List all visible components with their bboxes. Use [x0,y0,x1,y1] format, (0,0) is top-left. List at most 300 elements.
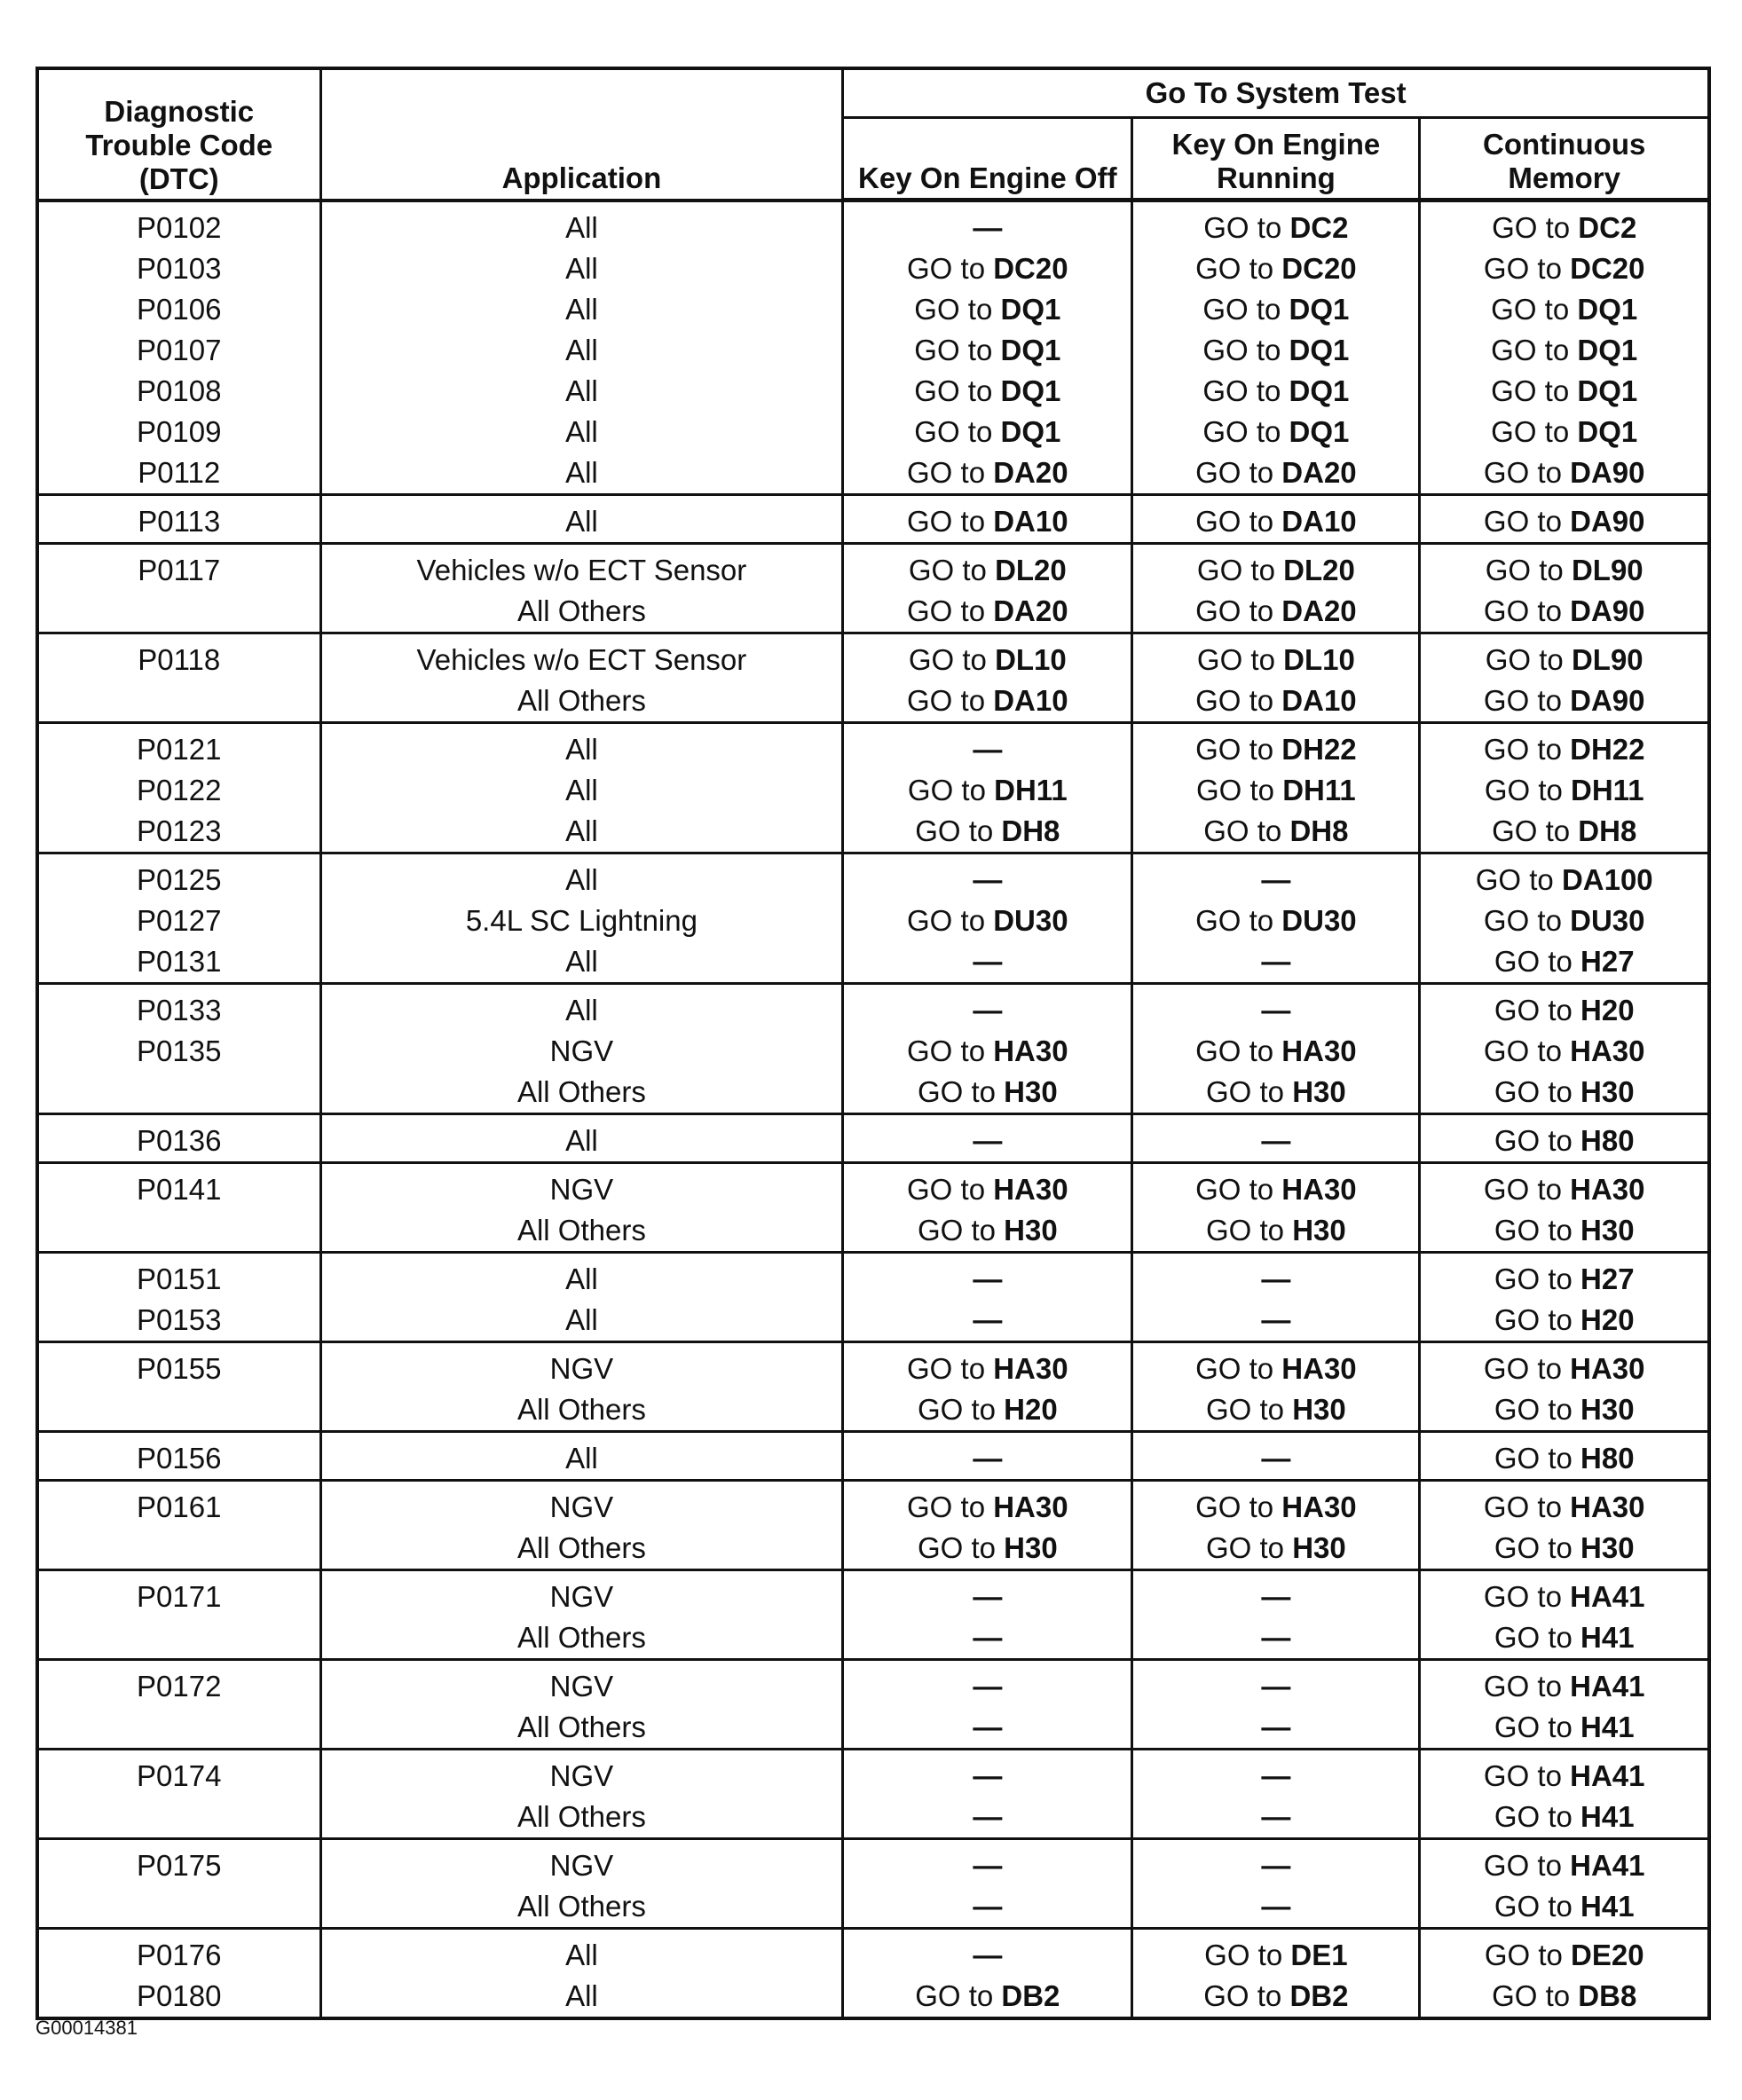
test-code: DQ1 [1289,293,1350,326]
go-to-prefix: GO to [914,374,993,407]
continuous-memory-cell [1420,495,1709,544]
continuous-memory-cell [1420,1072,1709,1114]
dash-cell: — [1261,1759,1291,1792]
go-to-prefix: GO to [1195,1352,1274,1385]
koer-cell [1132,1432,1420,1481]
table-row [37,901,1709,941]
test-code: DE1 [1290,1939,1348,1971]
continuous-memory-cell [1420,591,1709,633]
koeo-cell [843,1072,1132,1114]
koer-cell [1132,770,1420,811]
dash-cell: — [973,1800,1003,1833]
test-code: DL20 [995,554,1067,586]
test-code: DC20 [1281,252,1357,285]
application-cell: All [320,1929,843,1977]
koeo-cell [843,248,1132,289]
dtc-cell [37,1707,320,1750]
go-to-prefix: GO to [1494,1711,1573,1743]
dtc-cell: P0176 [37,1929,320,1977]
koer-cell [1132,1389,1420,1432]
test-code: HA30 [993,1173,1068,1206]
koer-cell [1132,544,1420,592]
koeo-cell [843,680,1132,723]
application-cell: NGV [320,1839,843,1887]
go-to-prefix: GO to [914,293,993,326]
dtc-cell [37,1210,320,1253]
koeo-cell [843,201,1132,249]
test-code: DA90 [1570,594,1645,627]
koeo-cell [843,633,1132,681]
go-to-prefix: GO to [1195,733,1274,766]
dtc-table [35,67,1711,2020]
go-to-prefix: GO to [1483,1490,1562,1523]
dtc-cell: P0107 [37,330,320,371]
dash-cell: — [973,1711,1003,1743]
go-to-prefix: GO to [907,252,986,285]
koeo-cell [843,591,1132,633]
go-to-prefix: GO to [1195,1490,1274,1523]
dash-cell: — [1261,1621,1291,1654]
test-code: H30 [1580,1214,1635,1247]
continuous-memory-cell [1420,1253,1709,1301]
continuous-memory-cell [1420,853,1709,901]
go-to-prefix: GO to [1494,1075,1573,1108]
application-cell: All Others [320,1617,843,1660]
table-row [37,853,1709,901]
dtc-cell: P0171 [37,1570,320,1618]
go-to-prefix: GO to [1195,684,1274,717]
test-code: DU30 [993,904,1068,937]
test-code: HA41 [1570,1849,1645,1882]
go-to-prefix: GO to [1484,774,1563,806]
test-code: H20 [1580,1303,1635,1336]
dtc-cell: P0117 [37,544,320,592]
go-to-prefix: GO to [917,1393,996,1426]
test-code: DB8 [1578,1979,1637,2012]
table-row [37,1342,1709,1390]
test-code: DL90 [1571,554,1643,586]
dtc-cell: P0155 [37,1342,320,1390]
go-to-prefix: GO to [907,1034,986,1067]
dtc-cell [37,1617,320,1660]
continuous-memory-cell [1420,1707,1709,1750]
go-to-prefix: GO to [907,774,986,806]
go-to-prefix: GO to [1206,1214,1285,1247]
koer-cell [1132,330,1420,371]
test-code: DA20 [1281,594,1357,627]
test-code: DA90 [1570,505,1645,538]
test-code: DA10 [993,684,1068,717]
application-cell: All Others [320,680,843,723]
koer-cell [1132,371,1420,412]
test-code: DQ1 [1577,374,1638,407]
application-cell: All Others [320,1797,843,1839]
continuous-memory-cell [1420,1976,1709,2018]
dtc-cell: P0112 [37,452,320,495]
test-code: H80 [1580,1124,1635,1157]
koeo-cell [843,495,1132,544]
test-code: DQ1 [1577,415,1638,448]
continuous-memory-cell [1420,1528,1709,1570]
test-code: DQ1 [1000,293,1061,326]
application-cell: All [320,1300,843,1342]
koeo-cell [843,1707,1132,1750]
test-code: DQ1 [1577,334,1638,366]
go-to-prefix: GO to [1492,814,1571,847]
go-to-prefix: GO to [1195,456,1274,489]
table-row [37,1163,1709,1211]
go-to-prefix: GO to [1195,252,1274,285]
test-code: DA20 [993,456,1068,489]
application-cell: All [320,412,843,452]
test-code: DA100 [1561,863,1653,896]
dash-cell: — [1261,1711,1291,1743]
koeo-cell [843,1929,1132,1977]
dtc-cell: P0136 [37,1114,320,1163]
test-code: H30 [1292,1075,1346,1108]
test-code: H80 [1580,1442,1635,1475]
dash-cell: — [973,863,1003,896]
dash-cell: — [973,1890,1003,1923]
koeo-cell [843,1570,1132,1618]
koeo-cell [843,984,1132,1032]
continuous-memory-cell [1420,1660,1709,1708]
go-to-prefix: GO to [1483,456,1562,489]
go-to-prefix: GO to [1494,1800,1573,1833]
continuous-memory-cell [1420,544,1709,592]
go-to-prefix: GO to [1204,1939,1283,1971]
go-to-prefix: GO to [1494,1393,1573,1426]
test-code: DQ1 [1577,293,1638,326]
koer-cell [1132,1528,1420,1570]
dtc-cell: P0125 [37,853,320,901]
dash-cell: — [973,1580,1003,1613]
table-body [37,201,1709,2019]
continuous-memory-cell [1420,1886,1709,1929]
koeo-cell [843,770,1132,811]
koeo-cell [843,1163,1132,1211]
koer-cell [1132,633,1420,681]
dash-cell: — [973,994,1003,1026]
go-to-prefix: GO to [1483,904,1562,937]
continuous-memory-cell [1420,1389,1709,1432]
koer-cell [1132,723,1420,771]
koer-cell [1132,1839,1420,1887]
test-code: DQ1 [1000,334,1061,366]
dash-cell: — [1261,1124,1291,1157]
table-row [37,248,1709,289]
dtc-cell: P0135 [37,1031,320,1072]
application-cell: All Others [320,1072,843,1114]
dtc-cell: P0123 [37,811,320,853]
koer-cell [1132,1114,1420,1163]
dtc-cell: P0141 [37,1163,320,1211]
test-code: DH11 [1282,774,1356,806]
test-code: DQ1 [1289,334,1350,366]
dtc-cell [37,1072,320,1114]
table-row [37,770,1709,811]
application-cell: All [320,248,843,289]
koer-cell [1132,984,1420,1032]
table-row [37,452,1709,495]
go-to-prefix: GO to [907,1173,986,1206]
koer-cell [1132,811,1420,853]
dtc-cell: P0127 [37,901,320,941]
koer-cell [1132,1481,1420,1529]
go-to-prefix: GO to [1483,594,1562,627]
koeo-cell [843,1300,1132,1342]
dtc-cell [37,1389,320,1432]
application-cell: All Others [320,1528,843,1570]
go-to-prefix: GO to [1475,863,1554,896]
go-to-prefix: GO to [1203,1979,1282,2012]
go-to-prefix: GO to [1483,1034,1562,1067]
go-to-prefix: GO to [1483,1670,1562,1703]
go-to-prefix: GO to [1491,293,1570,326]
table-row [37,941,1709,984]
go-to-prefix: GO to [908,554,987,586]
go-to-prefix: GO to [1483,1759,1562,1792]
koer-cell [1132,1210,1420,1253]
koeo-cell [843,1342,1132,1390]
application-cell: NGV [320,1750,843,1797]
test-code: DA10 [993,505,1068,538]
koeo-cell [843,1660,1132,1708]
test-code: DH8 [1001,814,1060,847]
test-code: DB2 [1289,1979,1349,2012]
koer-cell [1132,1797,1420,1839]
test-code: HA30 [993,1352,1068,1385]
dash-cell: — [1261,1262,1291,1295]
koer-cell [1132,1750,1420,1797]
continuous-memory-cell [1420,723,1709,771]
go-to-prefix: GO to [1491,415,1570,448]
koeo-cell [843,941,1132,984]
test-code: DH22 [1281,733,1357,766]
table-header [37,68,1709,201]
table-row [37,1114,1709,1163]
go-to-prefix: GO to [1494,1890,1573,1923]
dtc-cell: P0175 [37,1839,320,1887]
test-code: DA10 [1281,684,1357,717]
go-to-prefix: GO to [907,594,986,627]
test-code: DL10 [995,643,1067,676]
application-cell: All [320,330,843,371]
application-cell: All [320,723,843,771]
table-row [37,1432,1709,1481]
dash-cell: — [973,1442,1003,1475]
go-to-prefix: GO to [1203,211,1282,244]
test-code: DE20 [1571,1939,1644,1971]
koer-cell [1132,901,1420,941]
koeo-cell [843,1114,1132,1163]
dtc-cell: P0133 [37,984,320,1032]
go-to-prefix: GO to [1483,1173,1562,1206]
test-code: H30 [1004,1214,1058,1247]
test-code: DA90 [1570,684,1645,717]
go-to-prefix: GO to [1483,252,1562,285]
dtc-cell: P0118 [37,633,320,681]
go-to-prefix: GO to [1494,945,1573,978]
go-to-prefix: GO to [1195,505,1274,538]
table-row [37,1886,1709,1929]
test-code: HA41 [1570,1670,1645,1703]
application-cell: All [320,984,843,1032]
go-to-prefix: GO to [1484,1939,1563,1971]
dash-cell: — [973,1759,1003,1792]
dash-cell: — [1261,1670,1291,1703]
application-cell: All Others [320,1886,843,1929]
test-code: H30 [1580,1531,1635,1564]
application-cell: NGV [320,1570,843,1618]
koeo-cell [843,544,1132,592]
continuous-memory-cell [1420,941,1709,984]
dash-cell: — [973,945,1003,978]
koer-cell [1132,853,1420,901]
application-cell: All [320,495,843,544]
test-code: DQ1 [1289,374,1350,407]
test-code: H41 [1580,1621,1635,1654]
koeo-cell [843,1976,1132,2018]
koeo-cell [843,1253,1132,1301]
test-code: DQ1 [1000,415,1061,448]
table-row [37,1389,1709,1432]
koeo-cell [843,330,1132,371]
dtc-cell: P0172 [37,1660,320,1708]
dtc-cell [37,680,320,723]
continuous-memory-cell [1420,452,1709,495]
table-row [37,1253,1709,1301]
go-to-prefix: GO to [1494,1214,1573,1247]
koer-cell [1132,1617,1420,1660]
test-code: DC20 [1570,252,1645,285]
go-to-prefix: GO to [907,456,986,489]
continuous-memory-cell [1420,1481,1709,1529]
go-to-prefix: GO to [1195,594,1274,627]
test-code: DL10 [1283,643,1355,676]
dash-cell: — [1261,1890,1291,1923]
test-code: HA30 [1570,1034,1645,1067]
table-row [37,591,1709,633]
application-cell: All [320,1432,843,1481]
test-code: DC2 [1289,211,1349,244]
go-to-prefix: GO to [1491,334,1570,366]
koeo-cell [843,853,1132,901]
dash-cell: — [973,1670,1003,1703]
application-cell: Vehicles w/o ECT Sensor [320,633,843,681]
header-koeo: Key On Engine Off [843,118,1132,201]
table-row [37,680,1709,723]
application-cell: All [320,1114,843,1163]
dtc-cell [37,591,320,633]
application-cell: All [320,853,843,901]
table-row [37,1528,1709,1570]
table-row [37,201,1709,249]
test-code: DB2 [1001,1979,1060,2012]
test-code: DH11 [1571,774,1644,806]
application-cell: All [320,289,843,330]
go-to-prefix: GO to [1492,211,1571,244]
dtc-cell: P0109 [37,412,320,452]
dtc-cell: P0122 [37,770,320,811]
test-code: DC2 [1578,211,1637,244]
test-code: H30 [1292,1531,1346,1564]
koer-cell [1132,1660,1420,1708]
koeo-cell [843,1797,1132,1839]
go-to-prefix: GO to [1483,1580,1562,1613]
test-code: HA30 [1570,1352,1645,1385]
continuous-memory-cell [1420,1163,1709,1211]
continuous-memory-cell [1420,680,1709,723]
go-to-prefix: GO to [917,1531,996,1564]
dtc-cell: P0102 [37,201,320,249]
table-row [37,371,1709,412]
header-dtc: Diagnostic Trouble Code (DTC) [37,68,320,201]
application-cell: All Others [320,1210,843,1253]
test-code: HA30 [1570,1173,1645,1206]
test-code: DH11 [994,774,1068,806]
go-to-prefix: GO to [1491,374,1570,407]
dtc-cell [37,1886,320,1929]
koeo-cell [843,1617,1132,1660]
dash-cell: — [1261,1303,1291,1336]
dtc-cell: P0106 [37,289,320,330]
application-cell: All [320,1253,843,1301]
go-to-prefix: GO to [917,1075,996,1108]
dash-cell: — [1261,1580,1291,1613]
dtc-cell: P0113 [37,495,320,544]
test-code: DU30 [1570,904,1645,937]
koeo-cell [843,452,1132,495]
koer-cell [1132,941,1420,984]
continuous-memory-cell [1420,289,1709,330]
test-code: H30 [1292,1393,1346,1426]
koeo-cell [843,811,1132,853]
go-to-prefix: GO to [907,1352,986,1385]
test-code: DA10 [1281,505,1357,538]
koer-cell [1132,680,1420,723]
koer-cell [1132,1031,1420,1072]
koeo-cell [843,371,1132,412]
koer-cell [1132,1976,1420,2018]
dash-cell: — [973,211,1003,244]
continuous-memory-cell [1420,1797,1709,1839]
dash-cell: — [1261,994,1291,1026]
dtc-cell: P0103 [37,248,320,289]
dtc-cell: P0131 [37,941,320,984]
continuous-memory-cell [1420,770,1709,811]
continuous-memory-cell [1420,248,1709,289]
koeo-cell [843,412,1132,452]
koer-cell [1132,1072,1420,1114]
koer-cell [1132,1163,1420,1211]
test-code: HA30 [1281,1352,1357,1385]
go-to-prefix: GO to [1483,684,1562,717]
dash-cell: — [973,1262,1003,1295]
koeo-cell [843,723,1132,771]
test-code: HA30 [1570,1490,1645,1523]
koer-cell [1132,1342,1420,1390]
test-code: H27 [1580,1262,1635,1295]
koeo-cell [843,1528,1132,1570]
go-to-prefix: GO to [908,643,987,676]
go-to-prefix: GO to [1195,1173,1274,1206]
go-to-prefix: GO to [1196,554,1275,586]
dash-cell: — [973,1849,1003,1882]
koer-cell [1132,1570,1420,1618]
table-row [37,1976,1709,2018]
koer-cell [1132,201,1420,249]
